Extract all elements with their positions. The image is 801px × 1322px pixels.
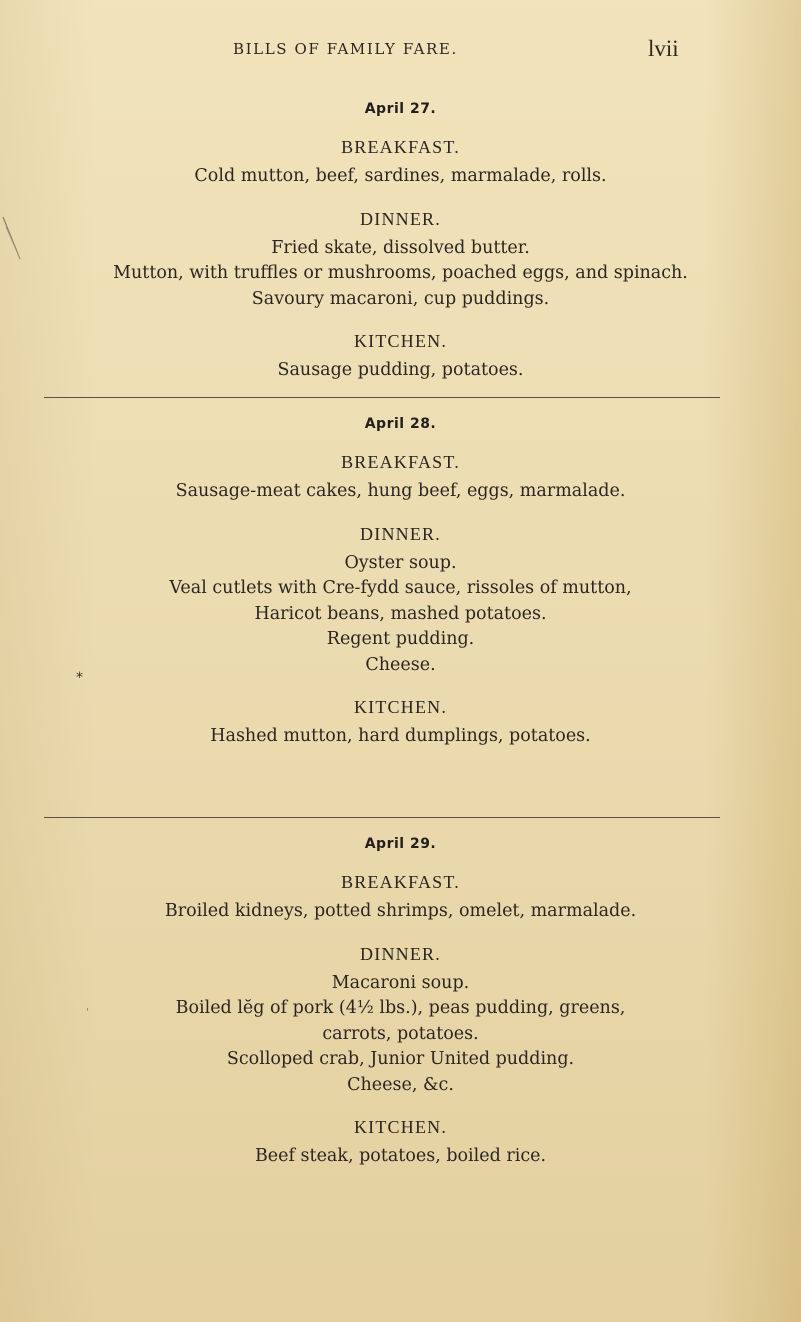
- breakfast-heading: BREAKFAST.: [341, 872, 460, 892]
- entry-date: April 28.: [364, 416, 437, 432]
- breakfast-heading: BREAKFAST.: [341, 452, 460, 472]
- dinner-heading: DINNER.: [360, 523, 441, 544]
- menu-line: Haricot beans, mashed potatoes.: [254, 603, 547, 624]
- dinner-heading: DINNER.: [360, 208, 441, 229]
- kitchen-heading: KITCHEN.: [353, 331, 448, 351]
- menu-line: Hashed mutton, hard dumplings, potatoes.: [210, 726, 591, 746]
- menu-line: Sausage pudding, potatoes.: [277, 360, 524, 380]
- day-entry-april-28: [0, 415, 801, 750]
- menu-line: Cheese, &c.: [347, 1074, 454, 1095]
- entry-date: April 29.: [364, 836, 437, 852]
- menu-line: Sausage-meat cakes, hung beef, eggs, marmalade.: [175, 481, 626, 501]
- margin-dot-icon: ': [86, 1007, 89, 1018]
- menu-line: Macaroni soup.: [331, 972, 470, 993]
- menu-line: Cheese.: [365, 654, 436, 675]
- dinner-heading: DINNER.: [360, 943, 441, 964]
- menu-line: Oyster soup.: [344, 552, 457, 573]
- menu-line: Mutton, with truffles or mushrooms, poached eggs, and spinach.: [113, 263, 688, 283]
- section-divider: [44, 397, 720, 398]
- entry-date: April 27.: [364, 101, 437, 117]
- menu-line: Savoury macaroni, cup puddings.: [251, 288, 550, 309]
- running-title: BILLS OF FAMILY FARE.: [233, 40, 458, 58]
- menu-line: Veal cutlets with Cre-fydd sauce, rissoles of mutton,: [169, 578, 632, 598]
- menu-line: Broiled kidneys, potted shrimps, omelet, marmalade.: [164, 901, 637, 921]
- menu-line: Regent pudding.: [326, 629, 475, 649]
- day-entry-april-29: [0, 835, 801, 1170]
- page-number: lvii: [648, 36, 679, 61]
- menu-line: Fried skate, dissolved butter.: [271, 237, 530, 258]
- breakfast-heading: BREAKFAST.: [341, 137, 460, 157]
- kitchen-heading: KITCHEN.: [353, 1117, 448, 1137]
- menu-line: carrots, potatoes.: [322, 1023, 479, 1044]
- menu-line: Beef steak, potatoes, boiled rice.: [254, 1146, 547, 1166]
- asterisk-margin-mark: *: [76, 670, 83, 686]
- day-entry-april-27: [0, 100, 801, 384]
- kitchen-heading: KITCHEN.: [353, 697, 448, 717]
- menu-line: Scolloped crab, Junior United pudding.: [226, 1049, 575, 1069]
- menu-line: Cold mutton, beef, sardines, marmalade, rolls.: [194, 166, 607, 186]
- page-header: [0, 36, 801, 70]
- section-divider: [44, 817, 720, 818]
- menu-line: Boiled lĕg of pork (4½ lbs.), peas pudding, greens,: [175, 998, 626, 1018]
